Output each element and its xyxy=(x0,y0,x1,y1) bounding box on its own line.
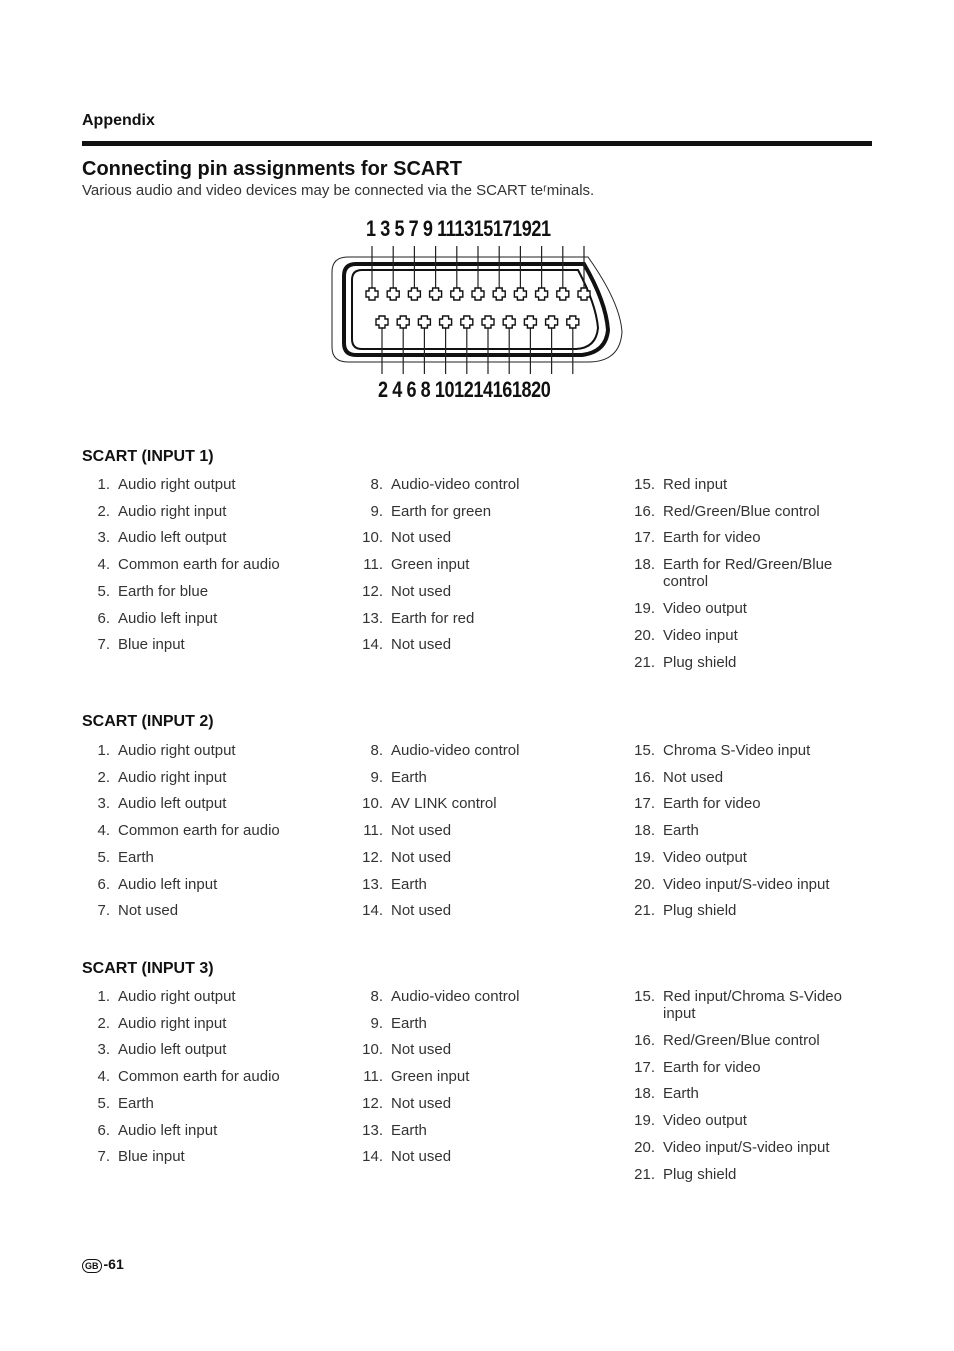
group-title-input-2: SCART (INPUT 2) xyxy=(82,713,214,730)
pin-function: Green input xyxy=(391,1068,470,1086)
pin-number: 12. xyxy=(362,848,383,866)
pin-function: Not used xyxy=(391,1148,452,1166)
region-badge: GB xyxy=(82,1259,102,1273)
pin-function: Not used xyxy=(118,902,179,920)
pin-number: 21. xyxy=(634,653,655,671)
bottom-pin-numbers: 2 4 6 8 101214161820 xyxy=(378,377,551,402)
pin-function: Earth for green xyxy=(391,502,492,520)
pin-number: 11. xyxy=(363,822,383,840)
pin-function: Plug shield xyxy=(663,653,737,671)
group-title-input-1: SCART (INPUT 1) xyxy=(82,448,214,465)
pin-number: 21. xyxy=(634,1165,655,1183)
pin-number: 5. xyxy=(97,848,110,866)
pin-number: 5. xyxy=(97,1094,110,1112)
pin-function: Audio left output xyxy=(118,1041,227,1059)
pin-function: Audio left input xyxy=(118,609,218,627)
pin-contact xyxy=(366,288,378,300)
pin-contact xyxy=(536,288,548,300)
pin-function: Plug shield xyxy=(663,902,737,920)
pin-function: Green input xyxy=(391,556,470,574)
pin-number: 10. xyxy=(362,529,383,547)
pin-function: Not used xyxy=(391,848,452,866)
pin-function: Video output xyxy=(663,600,747,618)
pin-number: 12. xyxy=(362,1094,383,1112)
pin-number: 18. xyxy=(634,556,655,574)
pin-number: 15. xyxy=(634,742,655,759)
pin-function: Red input/Chroma S-Video input xyxy=(663,988,842,1022)
pin-function: Earth xyxy=(118,848,154,866)
pin-number: 18. xyxy=(634,1085,655,1103)
pin-function: Earth for red xyxy=(391,609,475,627)
pin-number: 8. xyxy=(370,742,383,759)
section-label: Appendix xyxy=(82,112,155,129)
pin-function: Earth xyxy=(391,768,427,786)
header-rule xyxy=(82,141,872,146)
pin-number: 1. xyxy=(97,742,110,759)
pin-number: 5. xyxy=(97,582,110,600)
pin-function: Audio-video control xyxy=(391,988,520,1005)
pin-number: 4. xyxy=(97,1068,110,1086)
pin-number: 2. xyxy=(97,768,110,786)
pin-number: 10. xyxy=(362,1041,383,1059)
pin-function: Common earth for audio xyxy=(118,1068,280,1086)
pin-function: Not used xyxy=(391,582,452,600)
pin-number: 19. xyxy=(634,848,655,866)
pin-function: Plug shield xyxy=(663,1165,737,1183)
pin-contact xyxy=(524,316,536,328)
pin-number: 20. xyxy=(634,875,655,893)
pin-contact xyxy=(482,316,494,328)
pin-function: Earth for video xyxy=(663,529,761,547)
pin-function: Earth xyxy=(391,1014,427,1032)
pin-number: 1. xyxy=(97,476,110,493)
pin-number: 7. xyxy=(97,1148,110,1166)
pin-number: 13. xyxy=(362,1121,383,1139)
pin-number: 16. xyxy=(634,768,655,786)
pin-function: Audio right input xyxy=(118,502,227,520)
pin-function: Earth for Red/Green/Blue control xyxy=(663,556,833,591)
pin-number: 8. xyxy=(370,988,383,1005)
pin-contact xyxy=(472,288,484,300)
pin-number: 13. xyxy=(362,875,383,893)
pin-function: Audio-video control xyxy=(391,476,520,493)
pin-number: 14. xyxy=(362,1148,383,1166)
pin-function: Audio right output xyxy=(118,988,236,1005)
pin-number: 8. xyxy=(370,476,383,493)
pin-contact xyxy=(397,316,409,328)
pin-number: 16. xyxy=(634,502,655,520)
pin-contact xyxy=(418,316,430,328)
pin-function: Audio left output xyxy=(118,795,227,813)
pin-function: Common earth for audio xyxy=(118,556,280,574)
pin-function: Not used xyxy=(391,529,452,547)
pin-number: 14. xyxy=(362,636,383,654)
pin-function: Video input/S-video input xyxy=(663,875,830,893)
pin-function: Earth xyxy=(118,1094,154,1112)
pin-number: 4. xyxy=(97,822,110,840)
pin-function: Blue input xyxy=(118,1148,185,1166)
pin-number: 17. xyxy=(634,795,655,813)
pin-number: 14. xyxy=(362,902,383,920)
pin-number: 2. xyxy=(97,1014,110,1032)
pin-function: Blue input xyxy=(118,636,185,654)
pin-contact xyxy=(503,316,515,328)
pin-function: AV LINK control xyxy=(391,795,497,813)
pin-number: 6. xyxy=(97,1121,110,1139)
pin-number: 18. xyxy=(634,822,655,840)
pin-number: 20. xyxy=(634,1138,655,1156)
pin-function: Earth xyxy=(663,822,699,840)
pin-function: Audio-video control xyxy=(391,742,520,759)
pin-function: Audio right input xyxy=(118,1014,227,1032)
pin-contact xyxy=(440,316,452,328)
pin-function: Audio left input xyxy=(118,1121,218,1139)
pin-number: 9. xyxy=(370,502,383,520)
pin-function: Audio right input xyxy=(118,768,227,786)
pin-number: 16. xyxy=(634,1032,655,1049)
pin-contact xyxy=(376,316,388,328)
pin-contact xyxy=(514,288,526,300)
pin-function: Red input xyxy=(663,476,728,493)
pin-number: 2. xyxy=(97,502,110,520)
pin-function: Video output xyxy=(663,848,747,866)
pin-function: Audio right output xyxy=(118,742,236,759)
pin-number: 17. xyxy=(634,529,655,547)
pin-number: 20. xyxy=(634,626,655,644)
pin-function: Earth xyxy=(391,875,427,893)
pin-function: Video input xyxy=(663,626,738,644)
pin-function: Audio left output xyxy=(118,529,227,547)
pin-number: 3. xyxy=(97,795,110,813)
pin-function: Chroma S-Video input xyxy=(663,742,811,759)
page-number xyxy=(82,1256,124,1273)
pin-number: 11. xyxy=(363,1068,383,1086)
pin-number: 13. xyxy=(362,609,383,627)
pin-number: 21. xyxy=(634,902,655,920)
pin-contact xyxy=(451,288,463,300)
pin-function: Not used xyxy=(663,768,724,786)
pin-number: 6. xyxy=(97,609,110,627)
page-title: Connecting pin assignments for SCART xyxy=(82,158,463,180)
pin-function: Not used xyxy=(391,822,452,840)
pin-contact xyxy=(493,288,505,300)
pin-function: Audio right output xyxy=(118,476,236,493)
pin-contact xyxy=(557,288,569,300)
pin-function: Not used xyxy=(391,1094,452,1112)
pin-function: Video input/S-video input xyxy=(663,1138,830,1156)
pin-number: 4. xyxy=(97,556,110,574)
pin-function: Not used xyxy=(391,636,452,654)
pin-function: Earth xyxy=(663,1085,699,1103)
pin-number: 3. xyxy=(97,529,110,547)
pin-contact xyxy=(387,288,399,300)
pin-contact xyxy=(430,288,442,300)
pin-contact xyxy=(567,316,579,328)
pin-function: Earth for blue xyxy=(118,582,209,600)
page-number-text: -61 xyxy=(103,1256,124,1272)
pin-function: Earth for video xyxy=(663,795,761,813)
pin-number: 6. xyxy=(97,875,110,893)
pin-contact xyxy=(546,316,558,328)
pin-number: 19. xyxy=(634,1112,655,1130)
pin-contact xyxy=(461,316,473,328)
pin-number: 19. xyxy=(634,600,655,618)
pin-number: 11. xyxy=(363,556,383,574)
pin-number: 7. xyxy=(97,902,110,920)
pin-function: Common earth for audio xyxy=(118,822,280,840)
pin-number: 7. xyxy=(97,636,110,654)
pin-number: 15. xyxy=(634,988,655,1005)
pin-number: 1. xyxy=(97,988,110,1005)
group-title-input-3: SCART (INPUT 3) xyxy=(82,960,214,977)
pin-function: Earth for video xyxy=(663,1058,761,1076)
pin-function: Not used xyxy=(391,902,452,920)
pin-number: 3. xyxy=(97,1041,110,1059)
pin-contact xyxy=(408,288,420,300)
pin-number: 10. xyxy=(362,795,383,813)
pin-function: Video output xyxy=(663,1112,747,1130)
top-pin-numbers: 1 3 5 7 9 111315171921 xyxy=(366,216,551,241)
pin-function: Audio left input xyxy=(118,875,218,893)
pin-function: Red/Green/Blue control xyxy=(663,502,820,520)
pin-number: 9. xyxy=(370,768,383,786)
pin-number: 15. xyxy=(634,476,655,493)
pin-number: 17. xyxy=(634,1058,655,1076)
pin-number: 9. xyxy=(370,1014,383,1032)
pin-number: 12. xyxy=(362,582,383,600)
pin-function: Earth xyxy=(391,1121,427,1139)
page-subtitle: Various audio and video devices may be connected via the SCART teʳminals. xyxy=(82,182,595,199)
pin-function: Not used xyxy=(391,1041,452,1059)
pin-function: Red/Green/Blue control xyxy=(663,1032,820,1049)
